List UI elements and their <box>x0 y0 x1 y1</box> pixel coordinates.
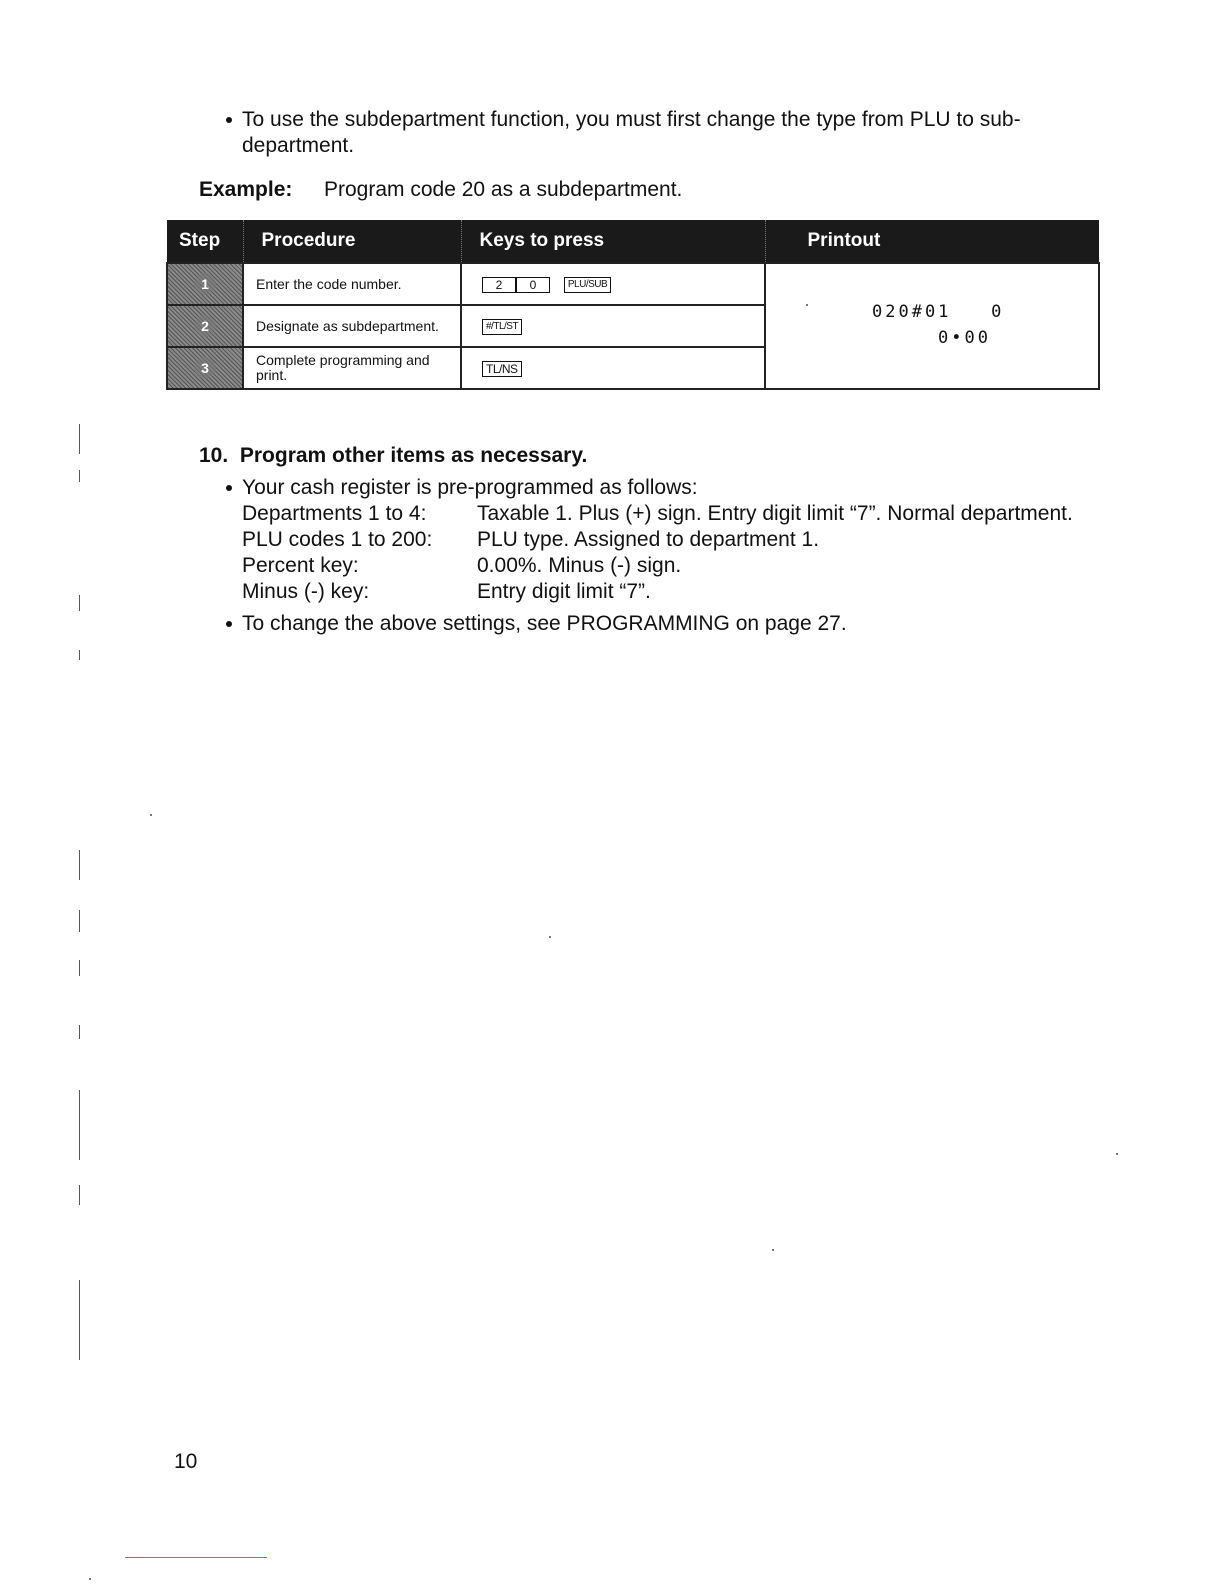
speck <box>1116 1153 1118 1155</box>
page-number: 10 <box>174 1450 198 1473</box>
bullet-dot <box>226 485 232 491</box>
margin-mark <box>79 595 80 611</box>
margin-mark <box>79 470 80 482</box>
example-text: Program code 20 as a subdepartment. <box>324 178 683 201</box>
bullet-dot <box>226 621 232 627</box>
step-number: 1 <box>167 263 243 305</box>
margin-mark <box>79 1280 80 1360</box>
margin-mark <box>79 1025 80 1039</box>
header-step: Step <box>167 220 243 263</box>
margin-mark <box>79 910 80 932</box>
intro-text-line2: department. <box>242 134 355 157</box>
speck <box>772 1249 774 1251</box>
key-0: 0 <box>516 277 550 293</box>
setting-label: Minus (-) key: <box>242 580 370 603</box>
keys-cell <box>461 305 765 347</box>
header-printout: Printout <box>765 220 1099 263</box>
procedure-text: Complete programming and print. <box>243 347 461 389</box>
margin-mark <box>79 1090 80 1160</box>
table-header-row <box>167 220 1099 263</box>
margin-mark <box>79 424 80 454</box>
procedure-text: Designate as subdepartment. <box>243 305 461 347</box>
margin-mark <box>79 850 80 880</box>
key-tl-ns: TL/NS <box>482 361 522 377</box>
setting-value: 0.00%. Minus (-) sign. <box>477 554 682 577</box>
speck <box>549 936 551 938</box>
keys-cell <box>461 263 765 305</box>
printout-line1: 020#01 0 <box>872 302 1005 322</box>
bullet-dot <box>226 117 232 123</box>
setting-value: Entry digit limit “7”. <box>477 580 651 603</box>
setting-label: Percent key: <box>242 554 359 577</box>
printout-line2: 0•00 <box>938 328 991 348</box>
preprogrammed-intro: Your cash register is pre-programmed as follows: <box>242 476 698 499</box>
key-tl-st: #/TL/ST <box>482 319 522 335</box>
table-row <box>167 263 1099 305</box>
speck <box>89 1578 91 1580</box>
procedure-text: Enter the code number. <box>243 263 461 305</box>
setting-label: PLU codes 1 to 200: <box>242 528 433 551</box>
margin-mark <box>79 1185 80 1205</box>
speck <box>806 304 808 306</box>
key-2: 2 <box>482 277 516 293</box>
step-number: 3 <box>167 347 243 389</box>
speck <box>150 814 152 816</box>
printout-cell <box>765 263 1099 389</box>
key-plu-sub: PLU/SUB <box>564 277 611 293</box>
settings-reference: To change the above settings, see PROGRAMMING on page 27. <box>242 612 847 635</box>
setting-value: PLU type. Assigned to department 1. <box>477 528 820 551</box>
bottom-rule <box>125 1557 267 1558</box>
step-table <box>166 220 1100 390</box>
example-label: Example: <box>199 178 293 201</box>
section-heading: 10. Program other items as necessary. <box>199 444 588 467</box>
margin-mark <box>79 960 80 976</box>
margin-mark <box>79 650 80 660</box>
setting-label: Departments 1 to 4: <box>242 502 427 525</box>
header-procedure: Procedure <box>243 220 461 263</box>
intro-text-line1: To use the subdepartment function, you must first change the type from PLU to sub- <box>242 108 1021 131</box>
header-keys: Keys to press <box>461 220 765 263</box>
step-number: 2 <box>167 305 243 347</box>
setting-value: Taxable 1. Plus (+) sign. Entry digit limit “7”. Normal department. <box>477 502 1073 525</box>
keys-cell <box>461 347 765 389</box>
